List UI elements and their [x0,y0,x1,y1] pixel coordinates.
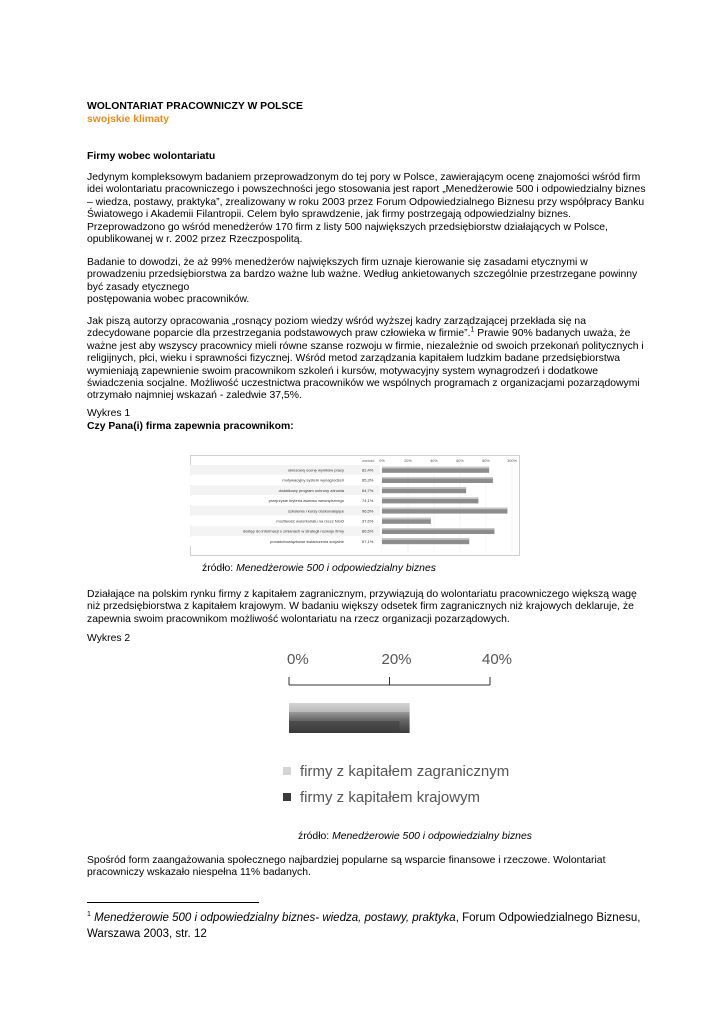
paragraph-2 [87,257,647,307]
chart-2-legend-swatch [283,767,291,775]
chart-2-legend-swatch [283,793,291,801]
chart-2-tick-label: 0% [287,651,309,668]
chart-1-value-label: 85,3% [362,477,374,483]
chart-1-value-label: 96,5% [362,508,374,514]
footnote-number: 1 [87,911,91,919]
chart-1-row-bg [190,506,380,516]
chart-1-value-label: 74,1% [362,498,374,504]
chart-1-tick-label: 20% [404,459,412,463]
chart-2-legend-label: firmy z kapitałem krajowym [300,789,481,806]
chart-2-bar-domestic [289,721,400,733]
figure-2-source [298,831,532,842]
chart-1-value-header: wartość [362,459,375,463]
chart-1-category-label: możliwość wolontariatu na rzecz NGO [276,518,344,524]
chart-1-tick-label: 60% [456,459,464,463]
paragraph-2-text: Badanie to dowodzi, że aż 99% menedżerów największych firm uznaje kierowanie się zasadami etycznymi w prowadzeniu przedsiębiorstwa za bardzo ważne lub ważne. Według ankietowanych szczególnie przestrzegane powinny być zasady etycznego [87,257,638,293]
document-subtitle: swojskie klimaty [87,114,170,125]
chart-1-category-label: ponadobowiązkowe świadczenia socjalne [270,538,344,544]
paragraph-3-rest: Prawie 90% badanych uważa, że ważne jest aby wszyscy pracownicy mieli równe szanse rozwoju w firmie, niezależnie od swoich przekonań politycznych i religijnych, płci, wieku i sprawności fizycznej. Wśród metod zarządzania kapitałem ludzkim badane przedsiębiorstwa wymieniają zapewnienie swoim pracownikom szkoleń i kursów, motywacyjny system wynagrodzeń i dodatkowe świadczenia socjalne. Możliwość uczestnictwa pracowników we wspólnych programach z organizacjami pozarządowymi otrzymało najmniej wskazań - zaledwie 37,5%. [87,328,644,402]
source-prefix: źródło: [298,831,333,842]
footnote-ref[interactable]: 1 [470,326,475,334]
chart-1-category-label: przejrzyste kryteria awansu wewnętrznego [268,498,344,504]
chart-1-bar-highlight [382,467,489,469]
chart-1-tick-label: 40% [430,459,438,463]
chart-1-bar-highlight [382,508,507,510]
paragraph-3 [87,316,647,403]
chart-1-bar-highlight [382,487,466,489]
chart-1-category-label: dodatkowy program ochrony zdrowia [278,487,344,493]
paragraph-5: Spośród form zaangażowania społecznego najbardziej popularne są wsparcie finansowe i rzeczowe. Wolontariat pracowniczy wskazało niespełna 11% badanych. [87,855,606,879]
chart-1-bar-highlight [382,538,469,540]
source-prefix: źródło: [202,563,237,574]
chart-1 [190,455,520,556]
figure-2-label: Wykres 2 [87,633,131,644]
chart-1-bar-highlight [382,528,494,530]
section-heading: Firmy wobec wolontariatu [87,151,216,162]
footnote [87,910,647,942]
chart-2-legend-label: firmy z kapitałem zagranicznym [300,763,510,780]
figure-1-source [202,563,436,574]
figure-1-label: Wykres 1 [87,408,131,419]
chart-1-value-label: 37,6% [362,518,374,524]
footnote-rest: , Forum Odpowiedzialnego Biznesu, Warszawa 2003, str. 12 [87,912,641,940]
paragraph-4: Działające na polskim rynku firmy z kapitałem zagranicznym, przywiązują do wolontariatu pracowniczego większą wagę niż przedsiębiorstwa z kapitałem krajowym. W badaniu większy odsetek firm zagranicznych niż krajowych deklaruje, że zapewnia swoim pracownikom możliwość wolontariatu na rzecz organizacji pozarządowych. [87,589,637,625]
paragraph-2-cont: postępowania wobec pracowników. [87,294,250,306]
chart-1-value-label: 82,4% [362,467,374,473]
chart-1-bar-highlight [382,477,493,479]
footnote-divider [87,902,259,903]
chart-2 [270,645,560,820]
chart-1-bar-highlight [382,518,431,520]
chart-1-tick-label: 80% [482,459,490,463]
source-title: Menedżerowie 500 i odpowiedzialny biznes [236,563,436,574]
paragraph-3-quote: Jak piszą autorzy opracowania „rosnący poziom wiedzy wśród wyższej kadry zarządzającej przekłada się na zdecydowane poparcie dla przestrzegania podstawowych praw człowieka w firmie”. [87,316,586,340]
chart-1-value-label: 64,7% [362,487,374,493]
chart-1-category-label: dostęp do informacji o zmianach w strategii rozwoju firmy [242,528,344,534]
footnote-title: Menedżerowie 500 i odpowiedzialny biznes- wiedza, postawy, praktyka [94,912,456,924]
paragraph-1: Jedynym kompleksowym badaniem przeprowadzonym do tej pory w Polsce, zawierającym ocenę znajomości wśród firm idei wolontariatu pracowniczego i powszechności jego stosowania jest raport „Menedżerowie 500 i odpowiedzialny biznes – wiedza, postawy, praktyka”, zrealizowany w roku 2003 przez Forum Odpowiedzialnego Biznesu przy współpracy Banku Światowego i Akademii Filantropii. Celem było sprawdzenie, jak firmy postrzegają odpowiedzialny biznes. Przeprowadzono go wśród menedżerów 170 firm z listy 500 największych przedsiębiorstw działających w Polsce, opublikowanej w r. 2002 przez Rzeczpospolitą. [87,172,646,246]
chart-2-tick-label: 20% [381,651,412,668]
chart-1-row-bg [190,465,380,475]
chart-2-bar-foreign-top [289,703,410,712]
chart-1-category-label: okresową ocenę wyników pracy [287,467,344,473]
source-title: Menedżerowie 500 i odpowiedzialny biznes [332,831,532,842]
chart-1-value-label: 86,5% [362,528,374,534]
document-title: WOLONTARIAT PRACOWNICZY W POLSCE [87,101,303,112]
chart-1-category-label: motywacyjny system wynagrodzeń [282,477,344,483]
chart-2-tick-label: 40% [482,651,513,668]
chart-1-category-label: szkolenia i kursy doskonalające [287,508,344,514]
chart-1-tick-label: 0% [379,459,385,463]
chart-1-tick-label: 100% [507,459,517,463]
chart-1-value-label: 67,1% [362,538,374,544]
figure-1-title: Czy Pana(i) firma zapewnia pracownikom: [87,421,294,432]
chart-1-bar-highlight [382,497,478,499]
